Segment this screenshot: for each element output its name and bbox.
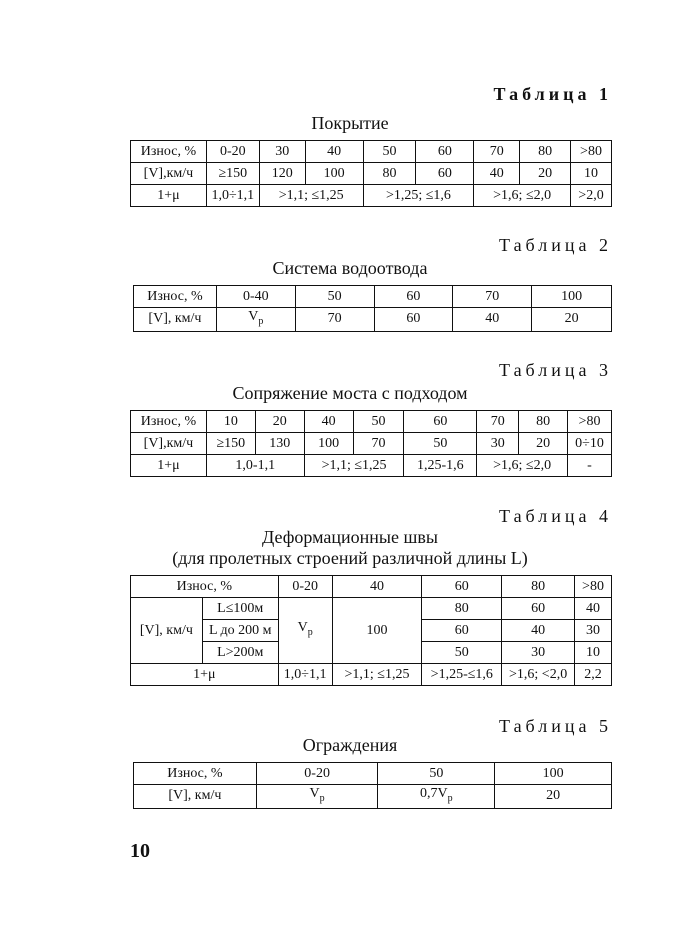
table-cell: L≤100м [202, 598, 278, 620]
table-cell: >1,1; ≤1,25 [304, 455, 404, 477]
table-cell: 20 [520, 163, 571, 185]
table5 [133, 762, 612, 809]
table-cell: >1,6; <2,0 [502, 664, 575, 686]
table1 [130, 140, 612, 207]
table-cell: Износ, % [131, 411, 207, 433]
table-cell: 100 [305, 163, 363, 185]
table4-subtitle: (для пролетных строений различной длины L) [172, 548, 528, 568]
table-cell: 70 [295, 308, 374, 332]
table-cell: 80 [519, 411, 568, 433]
table-row [131, 598, 612, 620]
table-cell: 0-40 [216, 286, 295, 308]
table-cell: 50 [378, 763, 495, 785]
table-cell: 80 [363, 163, 416, 185]
table-cell: $V_р$ [216, 308, 295, 332]
table-cell: 50 [422, 642, 502, 664]
table-cell: 60 [422, 576, 502, 598]
table4-title: Деформационные швы [262, 527, 438, 547]
page-number: 10 [130, 840, 150, 862]
table-cell: 70 [474, 141, 520, 163]
table-cell: 1,0-1,1 [206, 455, 304, 477]
table-cell: 40 [305, 141, 363, 163]
table-row [131, 141, 612, 163]
table-row [131, 576, 612, 598]
table-cell: 130 [255, 433, 304, 455]
table-cell: >80 [568, 411, 612, 433]
table-cell: 50 [353, 411, 404, 433]
table-row [131, 455, 612, 477]
table-cell: 80 [520, 141, 571, 163]
table-row [131, 411, 612, 433]
table-cell: 0÷10 [568, 433, 612, 455]
table1-title: Покрытие [311, 113, 389, 133]
table-cell: >1,1; ≤1,25 [259, 185, 363, 207]
table-cell: ≥150 [206, 163, 259, 185]
table-cell: 60 [416, 163, 474, 185]
table1-number: Таблица 1 [493, 84, 612, 104]
table-cell: $V_р$ [256, 785, 378, 809]
table-cell: 20 [495, 785, 612, 809]
table-cell: 60 [374, 286, 453, 308]
table2-number: Таблица 2 [499, 235, 612, 255]
table-cell: [V],км/ч [131, 163, 207, 185]
table4-number: Таблица 4 [499, 506, 612, 526]
table-cell: $0,7V_р$ [378, 785, 495, 809]
table-cell: 20 [255, 411, 304, 433]
table-cell: [V],км/ч [131, 433, 207, 455]
table-cell: Износ, % [131, 576, 279, 598]
table-cell: >1,25; ≤1,6 [363, 185, 474, 207]
table-row [131, 185, 612, 207]
table-cell: 40 [474, 163, 520, 185]
table-cell: 20 [532, 308, 612, 332]
table4 [130, 575, 612, 686]
table-cell: 50 [404, 433, 477, 455]
table-cell: 100 [332, 598, 422, 664]
table-cell: 1+μ [131, 455, 207, 477]
table-cell: 10 [206, 411, 255, 433]
table-cell: 2,2 [575, 664, 612, 686]
table-row [131, 433, 612, 455]
table-cell: L до 200 м [202, 620, 278, 642]
table-cell: $V_р$ [278, 598, 332, 664]
table-cell: 1+μ [131, 185, 207, 207]
table-cell: [V], км/ч [134, 308, 217, 332]
table-row [131, 664, 612, 686]
table5-title: Ограждения [302, 735, 398, 755]
table-cell: 40 [575, 598, 612, 620]
table-cell: >1,6; ≤2,0 [477, 455, 568, 477]
table-cell: 0-20 [278, 576, 332, 598]
table-cell: 30 [477, 433, 519, 455]
table3-number: Таблица 3 [499, 360, 612, 380]
table-cell: 10 [575, 642, 612, 664]
table-cell: - [568, 455, 612, 477]
table-row [134, 763, 612, 785]
table-cell: >80 [571, 141, 612, 163]
table-cell: 30 [259, 141, 305, 163]
table-cell: 40 [332, 576, 422, 598]
table-cell: Износ, % [131, 141, 207, 163]
table2-title: Система водоотвода [272, 258, 428, 278]
table-cell: 60 [404, 411, 477, 433]
table-cell: 100 [304, 433, 353, 455]
table5-number: Таблица 5 [499, 716, 612, 736]
table-cell: 80 [502, 576, 575, 598]
table-row [131, 163, 612, 185]
table-cell: 50 [363, 141, 416, 163]
table-cell: 0-20 [206, 141, 259, 163]
table-cell: >1,1; ≤1,25 [332, 664, 422, 686]
table-cell: 50 [295, 286, 374, 308]
table-row [134, 308, 612, 332]
table-cell: Износ, % [134, 286, 217, 308]
table3-title: Сопряжение моста с подходом [232, 383, 468, 403]
table-cell: 70 [477, 411, 519, 433]
table2 [133, 285, 612, 332]
table-cell: >1,6; ≤2,0 [474, 185, 571, 207]
table-cell: Износ, % [134, 763, 257, 785]
table-cell: ≥150 [206, 433, 255, 455]
table-cell: 1,0÷1,1 [206, 185, 259, 207]
table-cell: L>200м [202, 642, 278, 664]
table-cell: 1+μ [131, 664, 279, 686]
table-cell: 40 [502, 620, 575, 642]
table-cell: 80 [422, 598, 502, 620]
table-cell: [V], км/ч [134, 785, 257, 809]
table-row [134, 286, 612, 308]
table-cell: >2,0 [571, 185, 612, 207]
table-cell: 40 [453, 308, 532, 332]
table-cell: 10 [571, 163, 612, 185]
table-cell: >1,25-≤1,6 [422, 664, 502, 686]
table-row [134, 785, 612, 809]
table-cell: >80 [575, 576, 612, 598]
table-cell: [V], км/ч [131, 598, 203, 664]
table-cell: 60 [374, 308, 453, 332]
table-cell: 120 [259, 163, 305, 185]
table-cell: 1,0÷1,1 [278, 664, 332, 686]
table-cell: 100 [532, 286, 612, 308]
table-cell: 40 [304, 411, 353, 433]
table-cell: 30 [502, 642, 575, 664]
table-cell: 70 [453, 286, 532, 308]
table-cell: 30 [575, 620, 612, 642]
table-cell: 60 [416, 141, 474, 163]
table-cell: 20 [519, 433, 568, 455]
table-cell: 100 [495, 763, 612, 785]
table-cell: 70 [353, 433, 404, 455]
table-cell: 0-20 [256, 763, 378, 785]
table-cell: 60 [502, 598, 575, 620]
table-cell: 1,25-1,6 [404, 455, 477, 477]
table-cell: 60 [422, 620, 502, 642]
table3 [130, 410, 612, 477]
